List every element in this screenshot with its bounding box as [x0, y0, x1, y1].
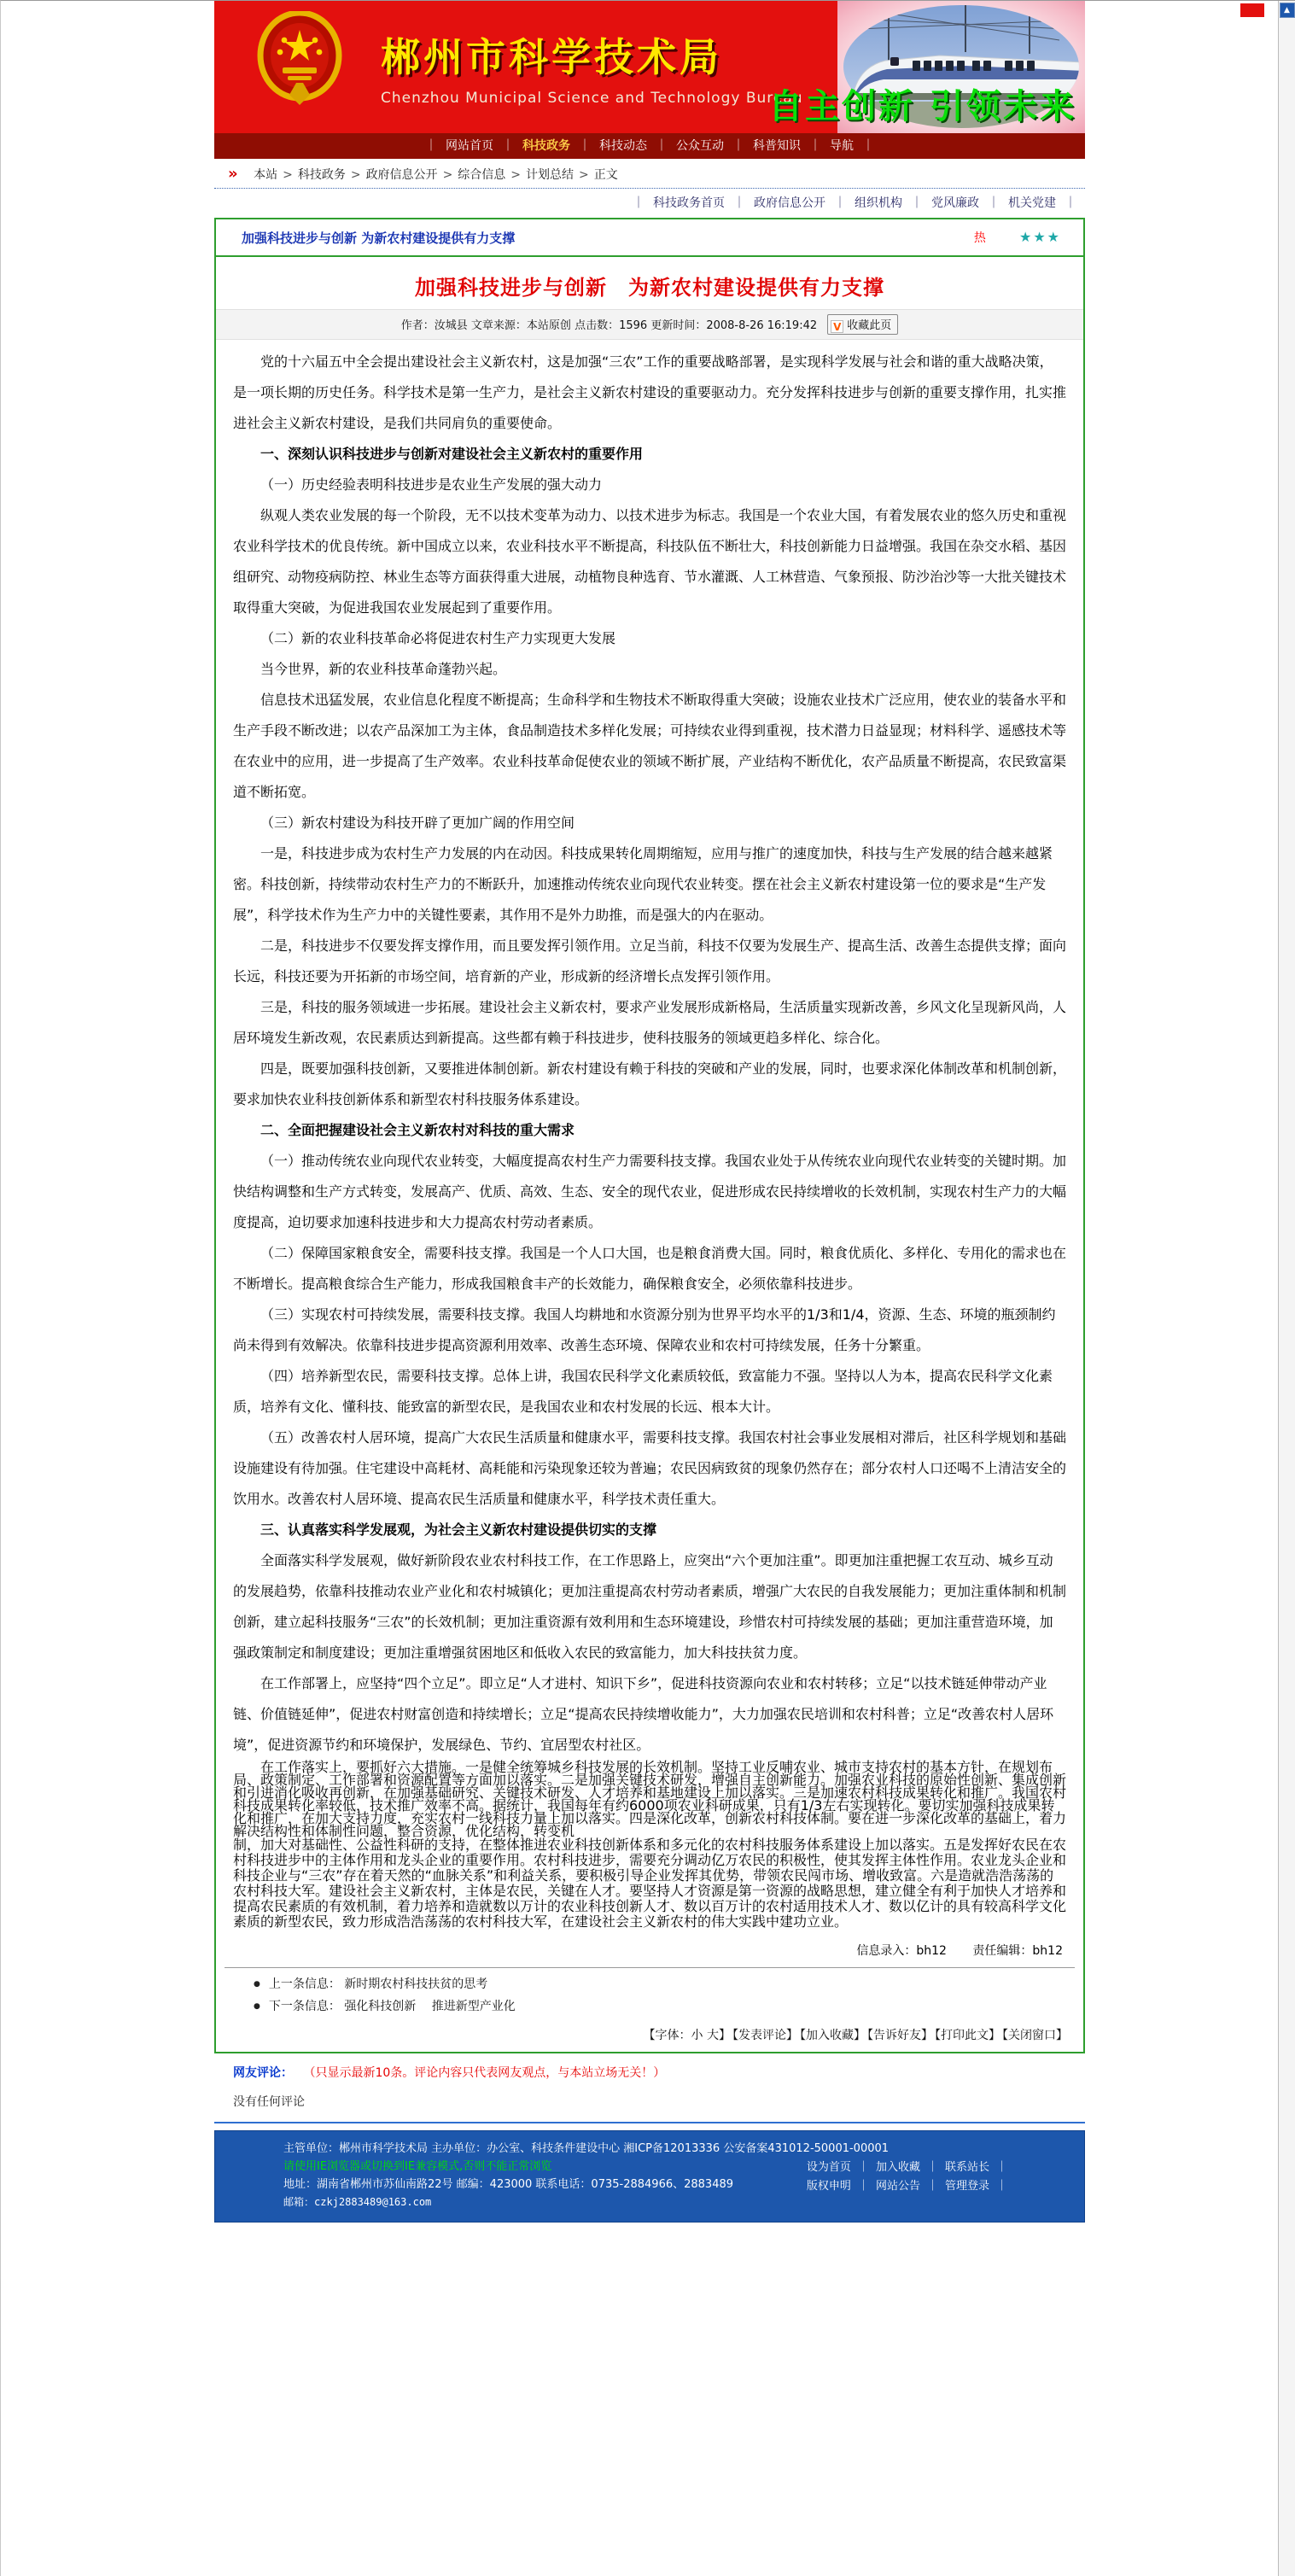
meta-clicks: 1596 — [619, 319, 648, 332]
breadcrumb-item: 正文 — [593, 168, 618, 182]
adjacent-label: 上一条信息： — [268, 1977, 345, 1991]
scroll-up-button[interactable] — [1280, 3, 1295, 18]
action-发表评论[interactable]: 【发表评论】 — [732, 2029, 798, 2042]
footer-link-设为首页[interactable]: 设为首页 — [806, 2161, 851, 2174]
meta-author-label: 作者： — [400, 319, 435, 332]
article-paragraph: 党的十六届五中全会提出建设社会主义新农村，这是加强“三农”工作的重要战略部署，是实现科学发展与社会和谐的重大战略决策，是一项长期的历史任务。科学技术是第一生产力，是社会主义新农村建设的重要驱动力。充分发挥科技进步与创新的重要支撑作用，扎实推进社会主义新农村建设，是我们共同肩负的重要使命。 — [233, 353, 1067, 431]
nav-item-科技动态[interactable]: 科技动态 — [599, 139, 647, 153]
breadcrumb-arrows-icon: » — [228, 165, 238, 183]
footer-rule — [214, 2122, 1085, 2123]
article-paragraph: 三是，科技的服务领域进一步拓展。建设社会主义新农村，要求产业发展形成新格局，生活质量实现新改善，乡风文化呈现新风尚，人居环境发生新改观，农民素质达到新提高。这些都有赖于科技进步，使科技服务的领域更趋多样化、综合化。 — [233, 999, 1067, 1046]
article-paragraph: 信息技术迅猛发展，农业信息化程度不断提高；生命科学和生物技术不断取得重大突破；设施农业技术广泛应用，使农业的装备水平和生产手段不断改进；以农产品深加工为主体，食品制造技术多样化发展；可持续农业得到重视，技术潜力日益显现；材料科学、遥感技术等在农业中的应用，进一步提高了生产效率。农业科技革命促使农业的领域不断扩展，产业结构不断优化，农产品质量不断提高，农民致富渠道不断拓宽。 — [233, 692, 1067, 800]
article-tab-title[interactable]: 加强科技进步与创新 为新农村建设提供有力支撑 — [242, 230, 516, 246]
footer-link-加入收藏[interactable]: 加入收藏 — [875, 2161, 920, 2174]
separator: ｜ — [911, 196, 923, 210]
footer-links-row1 — [802, 2158, 1009, 2177]
article-paragraph: （五）改善农村人居环境，提高广大农民生活质量和健康水平，需要科技支撑。我国农村社会事业发展相对滞后，社区科学规划和基础设施建设有待加强。住宅建设中高耗材、高耗能和污染现象还较为普遍；农民因病致贫的现象仍然存在；部分农村人口还喝不上清洁安全的饮用水。改善农村人居环境、提高农民生活质量和健康水平，科学技术责任重大。 — [233, 1429, 1067, 1507]
meta-updated-label: 更新时间： — [650, 319, 707, 332]
divider — [225, 1967, 1075, 1968]
article-paragraph: 纵观人类农业发展的每一个阶段，无不以技术变革为动力、以技术进步为标志。我国是一个农业大国，有着发展农业的悠久历史和重视农业科学技术的优良传统。新中国成立以来，农业科技水平不断提高，科技队伍不断壮大，科技创新能力日益增强。我国在杂交水稻、基因组研究、动物疫病防控、林业生态等方面获得重大进展，动植物良种选育、节水灌溉、人工林营造、气象预报、防沙治沙等一大批关键技术取得重大突破，为促进我国农业发展起到了重要作用。 — [233, 507, 1067, 616]
article-tabbar — [216, 219, 1083, 257]
adjacent-link[interactable]: 新时期农村科技扶贫的思考 — [344, 1977, 488, 1991]
separator: ｜ — [809, 139, 821, 153]
nav-item-公众互动[interactable]: 公众互动 — [676, 139, 724, 153]
subnav-item-机关党建[interactable]: 机关党建 — [1008, 196, 1056, 210]
action-字体：小 大[interactable]: 【字体：小 大】 — [643, 2029, 731, 2042]
tabbar-right — [974, 229, 1061, 246]
footer-browser-notice: 请使用IE浏览器或切换到IE兼容模式,否则不能正常浏览 — [283, 2160, 552, 2173]
separator: ｜ — [656, 139, 668, 153]
action-关闭窗口[interactable]: 【关闭窗口】 — [1002, 2029, 1068, 2042]
breadcrumb-item[interactable]: 政府信息公开 — [365, 168, 438, 182]
action-打印此文[interactable]: 【打印此文】 — [935, 2029, 1000, 2042]
rating-stars-icon: ★★★ — [1018, 229, 1061, 245]
article-paragraph: 制，加大对基础性、公益性科研的支持，在整体推进农业科技创新体系和多元化的农村科技服务体系建设上加以落实。五是发挥好农民在农村科技进步中的主体作用和龙头企业的重要作用。农村科技进步，需要充分调动亿万农民的积极性，使其发挥主体性作用。农业龙头企业和科技企业与“三农”存在着天然的“血脉关系”和利益关系，要积极引导企业发挥其优势，带领农民闯市场、增收致富。六是造就浩浩荡荡的农村科技大军。建设社会主义新农村，主体是农民，关键在人才。要坚持人才资源是第一资源的战略思想，建立健全有利于加快人才培养和提高农民素质的有效机制，着力培养和造就数以万计的农业科技创新人才、数以百万计的农村适用技术人才、数以亿计的具有较高科学文化素质的新型农民，致力形成浩浩荡荡的农村科技大军，在建设社会主义新农村的伟大实践中建功立业。 — [233, 1837, 1067, 1930]
separator: > — [350, 168, 361, 182]
comments-section — [214, 2053, 1085, 2118]
comments-note: （只显示最新10条。评论内容只代表网友观点，与本站立场无关！） — [303, 2066, 666, 2080]
meta-updated: 2008-8-26 16:19:42 — [706, 319, 818, 332]
scrollbar[interactable] — [1278, 1, 1295, 2576]
article-paragraph: （三）新农村建设为科技开辟了更加广阔的作用空间 — [260, 815, 575, 831]
breadcrumb-item[interactable]: 科技政务 — [297, 168, 346, 182]
secondary-nav — [214, 189, 1085, 218]
footer-address-line: 地址：湖南省郴州市苏仙南路22号 邮编：423000 联系电话：0735-2884966、2883489 — [283, 2178, 734, 2191]
separator: ｜ — [733, 196, 745, 210]
separator: ｜ — [995, 2180, 1007, 2193]
site-title: 郴州市科学技术局 — [381, 34, 722, 80]
action-加入收藏[interactable]: 【加入收藏】 — [800, 2029, 866, 2042]
up-arrow-icon: ▲ — [1284, 6, 1290, 15]
separator: ｜ — [834, 196, 846, 210]
separator: ｜ — [502, 139, 514, 153]
separator: ｜ — [579, 139, 591, 153]
adjacent-links — [216, 1975, 1083, 2014]
footer-link-版权申明[interactable]: 版权申明 — [806, 2180, 851, 2193]
article-paragraph: （一）推动传统农业向现代农业转变，大幅度提高农村生产力需要科技支撑。我国农业处于从传统农业向现代农业转变的关键时期。加快结构调整和生产方式转变，发展高产、优质、高效、生态、安全的现代农业，促进形成农民持续增收的长效机制，实现农村生产力的大幅度提高，迫切要求加速科技进步和大力提高农村劳动者素质。 — [233, 1153, 1067, 1230]
site-subtitle: Chenzhou Municipal Science and Technology Bureau — [381, 90, 803, 107]
section-heading: 三、认真落实科学发展观，为社会主义新农村建设提供切实的支撑 — [260, 1522, 657, 1538]
section-heading: 二、全面把握建设社会主义新农村对科技的重大需求 — [260, 1122, 575, 1138]
comments-empty: 没有任何评论 — [233, 2095, 305, 2109]
subnav-item-科技政务首页[interactable]: 科技政务首页 — [653, 196, 725, 210]
separator: ｜ — [1065, 196, 1076, 210]
favorite-button[interactable] — [827, 314, 898, 335]
separator: ｜ — [857, 2180, 869, 2193]
favorite-v-icon: V — [831, 320, 843, 333]
article-paragraph: （四）培养新型农民，需要科技支撑。总体上讲，我国农民科学文化素质较低，致富能力不强。坚持以人为本，提高农民科学文化素质，培养有文化、懂科技、能致富的新型农民，是我国农业和农村发展的长远、根本大计。 — [233, 1368, 1053, 1415]
separator: > — [442, 168, 453, 182]
breadcrumb — [254, 168, 618, 182]
adjacent-label: 下一条信息： — [268, 2000, 345, 2013]
nav-item-导航[interactable]: 导航 — [830, 139, 854, 153]
footer-links — [802, 2158, 1009, 2196]
article-paragraph: 在工作落实上，要抓好六大措施。一是健全统筹城乡科技发展的长效机制。坚持工业反哺农业、城市支持农村的基本方针，在规划布局、政策制定、工作部署和资源配置等方面加以落实。二是加强关键技术研发，增强自主创新能力。加强农业科技的原始性创新、集成创新和引进消化吸收再创新，在加强基础研究、关键技术研发、人才培养和基地建设上加以落实。三是加速农村科技成果转化和推广。我国农村科技成果转化率较低，技术推广效率不高。据统计，我国每年有约6000项农业科研成果，只有1/3左右实现转化。要切实加强科技成果转化和推广，在加大支持力度，充实农村一线科技力量上加以落实。四是深化改革，创新农村科技体制。要在进一步深化改革的基础上，着力解决结构性和体制性问题，整合资源，优化结构，转变机 — [233, 1759, 1067, 1839]
separator: ｜ — [857, 2161, 869, 2174]
article-meta — [216, 309, 1083, 340]
action-告诉好友[interactable]: 【告诉好友】 — [867, 2029, 933, 2042]
article-paragraph: 四是，既要加强科技创新，又要推进体制创新。新农村建设有赖于科技的突破和产业的发展，同时，也要求深化体制改革和机制创新，要求加快农业科技创新体系和新型农村科技服务体系建设。 — [233, 1060, 1067, 1107]
record-row — [216, 1933, 1083, 1966]
subnav-item-组织机构[interactable]: 组织机构 — [855, 196, 902, 210]
banner-titles — [381, 26, 803, 107]
meta-clicks-label: 点击数： — [575, 319, 620, 332]
article-paragraph: 一是，科技进步成为农村生产力发展的内在动因。科技成果转化周期缩短，应用与推广的速度加快，科技与生产发展的结合越来越紧密。科技创新，持续带动农村生产力的不断跃升，加速推动传统农业向现代农业转变。摆在社会主义新农村建设第一位的要求是“生产发展”，科学技术作为生产力中的关键性要素，其作用不是外力助推，而是强大的内在驱动。 — [233, 845, 1053, 923]
comments-label: 网友评论： — [233, 2066, 293, 2080]
adjacent-item — [254, 1997, 1083, 2014]
page — [214, 1, 1085, 2223]
article-box — [214, 218, 1085, 2053]
separator: ｜ — [988, 196, 1000, 210]
separator: > — [510, 168, 522, 182]
article-paragraph: （二）新的农业科技革命必将促进农村生产力实现更大发展 — [260, 630, 616, 646]
separator: ｜ — [633, 196, 645, 210]
separator: ｜ — [995, 2161, 1007, 2174]
breadcrumb-item[interactable]: 本站 — [254, 168, 278, 182]
article-actions — [216, 2019, 1083, 2052]
banner-slogan: 自主创新 引领未来 — [768, 87, 1076, 126]
nav-item-科普知识[interactable]: 科普知识 — [753, 139, 801, 153]
separator: ｜ — [862, 139, 874, 153]
article-paragraph: （二）保障国家粮食安全，需要科技支撑。我国是一个人口大国，也是粮食消费大国。同时，粮食优质化、多样化、专用化的需求也在不断增长。提高粮食综合生产能力，形成我国粮食丰产的长效能力，确保粮食安全，必须依靠科技进步。 — [233, 1245, 1067, 1292]
meta-author: 汝城县 — [434, 319, 468, 332]
article-title: 加强科技进步与创新 为新农村建设提供有力支撑 — [415, 276, 884, 300]
separator: > — [283, 168, 293, 182]
article-paragraph: 全面落实科学发展观，做好新阶段农业农村科技工作，在工作思路上，应突出“六个更加注重”。即更加注重把握工农互动、城乡互动的发展趋势，依靠科技推动农业产业化和农村城镇化；更加注重提高农村劳动者素质，增强广大农民的自我发展能力；更加注重体制和机制创新，建立起科技服务“三农”的长效机制；更加注重资源有效利用和生态环境建设，珍惜农村可持续发展的基础；更加注重营造环境，加强政策制定和制度建设；更加注重增强贫困地区和低收入农民的致富能力，加大科技扶贫力度。 — [233, 1552, 1067, 1661]
site-banner — [214, 1, 1085, 133]
separator: > — [579, 168, 589, 182]
article-paragraph: 二是，科技进步不仅要发挥支撑作用，而且要发挥引领作用。立足当前，科技不仅要为发展生产、提高生活、改善生态提供支撑；面向长远，科技还要为开拓新的市场空间，培育新的产业，形成新的经济增长点发挥引领作用。 — [233, 938, 1067, 984]
footer-org-line: 主管单位：郴州市科学技术局 主办单位：办公室、科技条件建设中心 湘ICP备12013336 公安备案431012-50001-00001 — [283, 2142, 890, 2155]
article-paragraph: （一）历史经验表明科技进步是农业生产发展的强大动力 — [260, 476, 603, 493]
national-emblem-icon — [257, 11, 342, 109]
footer-link-管理登录[interactable]: 管理登录 — [944, 2180, 989, 2193]
record-entry: 信息录入：bh12 — [856, 1944, 947, 1958]
separator: ｜ — [732, 139, 744, 153]
hot-badge: 热 — [973, 231, 986, 245]
separator: ｜ — [926, 2180, 938, 2193]
separator: ｜ — [425, 139, 437, 153]
footer-email-line: 邮箱：czkj2883489@163.com — [283, 2196, 432, 2208]
footer-link-网站公告[interactable]: 网站公告 — [875, 2180, 920, 2193]
nav-item-科技政务[interactable]: 科技政务 — [522, 139, 570, 153]
subnav-item-政府信息公开[interactable]: 政府信息公开 — [754, 196, 825, 210]
top-right-red-artifact — [1240, 3, 1264, 17]
article-paragraph: （三）实现农村可持续发展，需要科技支撑。我国人均耕地和水资源分别为世界平均水平的1/3和1/4，资源、生态、环境的瓶颈制约尚未得到有效解决。依靠科技进步提高资源利用效率、改善生态环境、保障农业和农村可持续发展，任务十分繁重。 — [233, 1306, 1056, 1353]
record-editor: 责任编辑：bh12 — [972, 1944, 1063, 1958]
footer — [214, 2130, 1085, 2223]
favorite-label: 收藏此页 — [847, 319, 892, 332]
article-body — [216, 340, 1083, 1933]
adjacent-link[interactable]: 强化科技创新 推进新型产业化 — [344, 2000, 516, 2013]
breadcrumb-row — [214, 159, 1085, 189]
breadcrumb-item[interactable]: 计划总结 — [526, 168, 575, 182]
meta-source: 本站原创 — [526, 319, 571, 332]
adjacent-item — [254, 1975, 1083, 1992]
subnav-item-党风廉政[interactable]: 党风廉政 — [931, 196, 979, 210]
separator: ｜ — [926, 2161, 938, 2174]
article-paragraph: 当今世界，新的农业科技革命蓬勃兴起。 — [260, 661, 507, 677]
main-nav — [214, 133, 1085, 159]
footer-link-联系站长[interactable]: 联系站长 — [944, 2161, 989, 2174]
footer-links-row2 — [802, 2177, 1009, 2196]
section-heading: 一、深刻认识科技进步与创新对建设社会主义新农村的重要作用 — [260, 446, 644, 462]
article-paragraph: 在工作部署上，应坚持“四个立足”。即立足“人才进村、知识下乡”，促进科技资源向农业和农村转移；立足“以技术链延伸带动产业链、价值链延伸”，促进农村财富创造和持续增长；立足“提高农民持续增收能力”，大力加强农民培训和农村科普；立足“改善农村人居环境”，促进资源节约和环境保护，发展绿色、节约、宜居型农村社区。 — [233, 1675, 1054, 1753]
nav-item-网站首页[interactable]: 网站首页 — [446, 139, 493, 153]
meta-source-label: 文章来源： — [470, 319, 527, 332]
breadcrumb-item[interactable]: 综合信息 — [458, 168, 506, 182]
